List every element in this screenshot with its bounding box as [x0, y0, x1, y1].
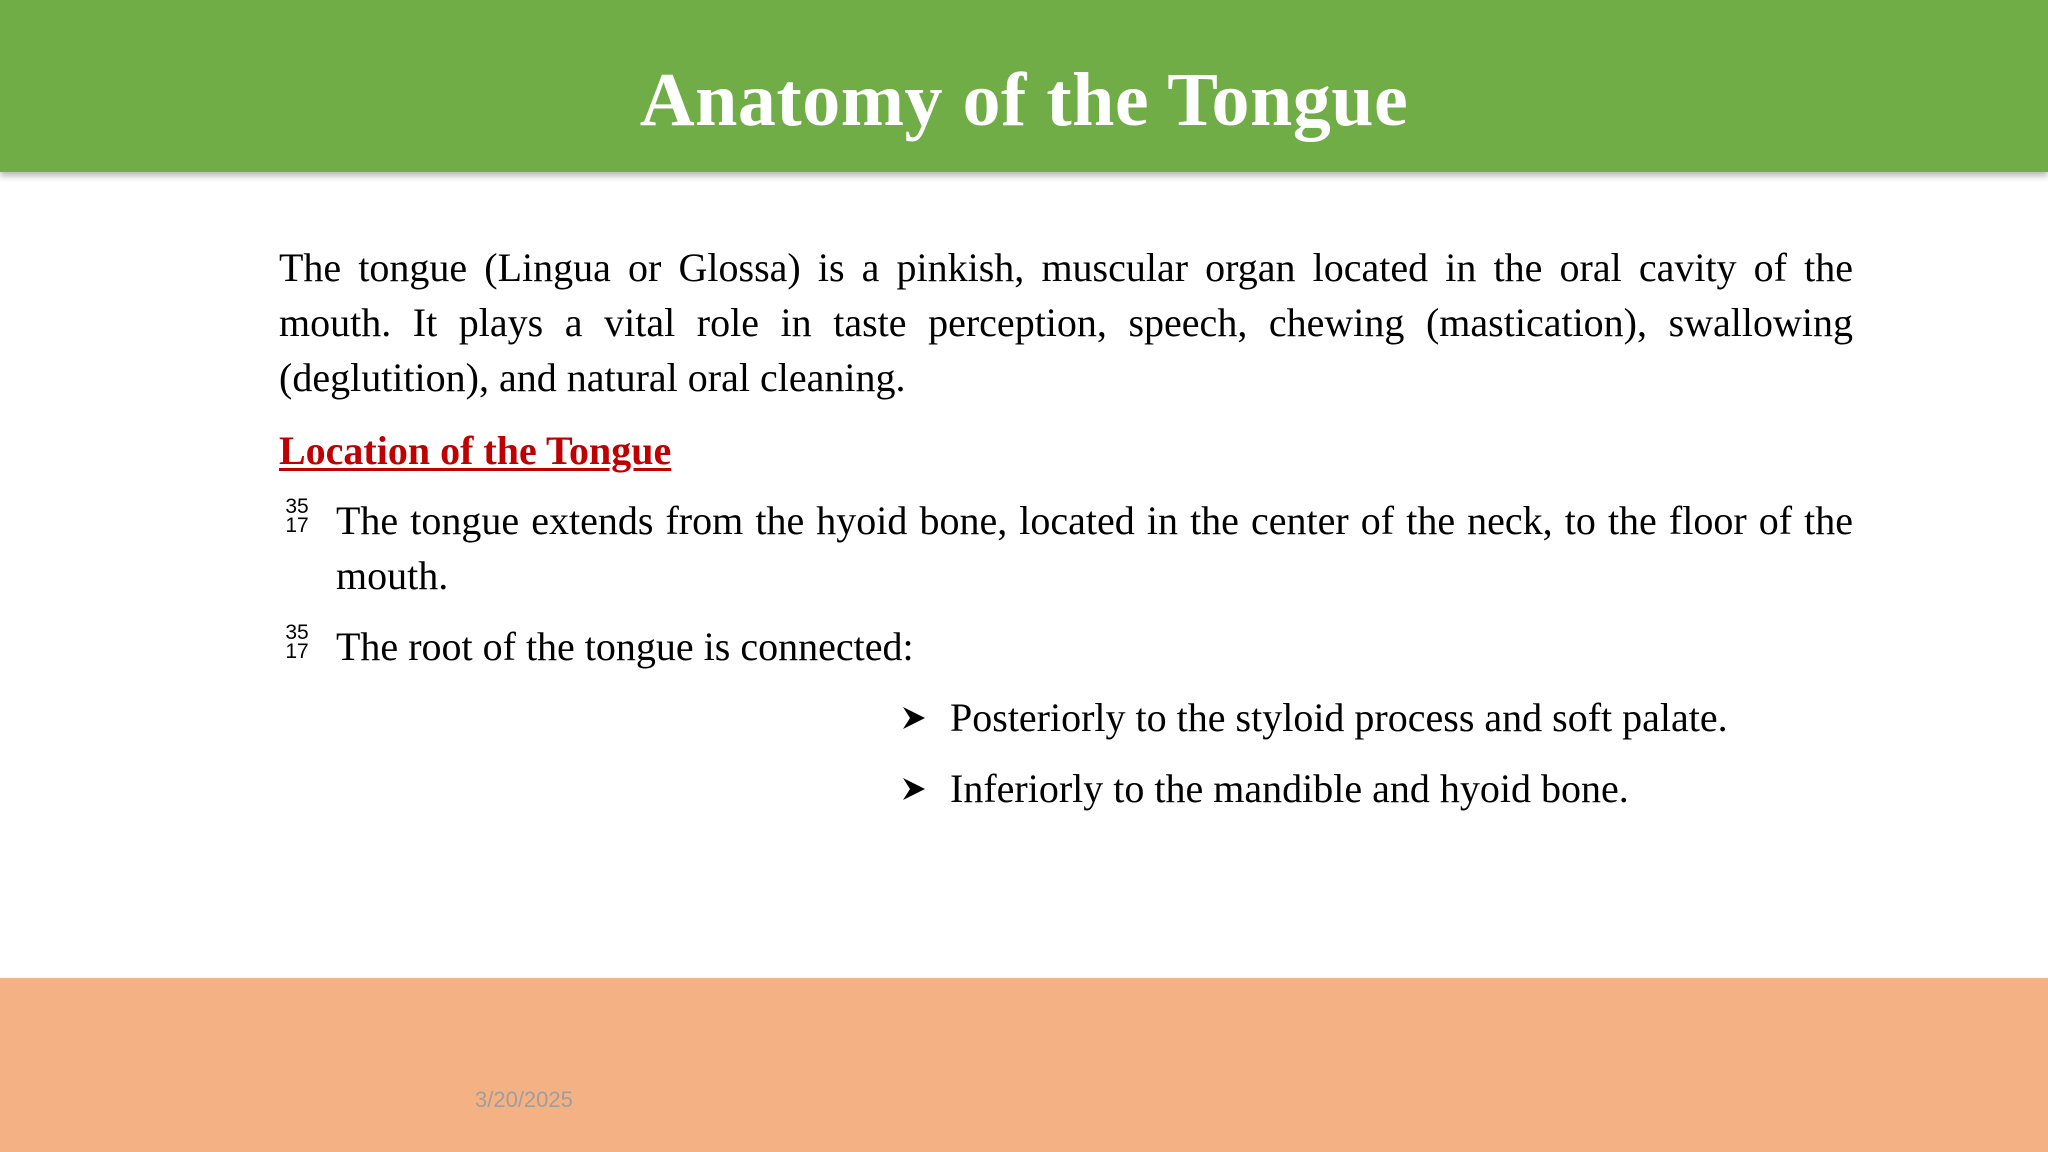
bullet-text: The tongue extends from the hyoid bone, located in the center of the neck, to the floor of the mouth.	[336, 498, 1853, 598]
arrow-bullet-icon	[901, 705, 927, 731]
arrow-bullet-icon	[901, 776, 927, 802]
bullet-marker-top: 35	[285, 621, 309, 644]
footer-band	[0, 978, 2048, 1152]
title-bar	[0, 0, 2048, 172]
bullet-marker	[279, 497, 315, 535]
sub-bullet-text: Inferiorly to the mandible and hyoid bone.	[950, 766, 1629, 811]
sub-bullet-item	[897, 761, 1897, 816]
section-heading: Location of the Tongue	[279, 428, 672, 473]
bullet-list	[279, 493, 1853, 674]
bullet-marker-bottom: 17	[285, 514, 309, 537]
bullet-item	[279, 619, 1853, 674]
sub-bullet-item	[897, 690, 1897, 745]
sub-bullet-list	[897, 690, 1897, 816]
bullet-marker-top: 35	[285, 495, 309, 518]
bullet-text: The root of the tongue is connected:	[336, 624, 914, 669]
slide-title: Anatomy of the Tongue	[639, 58, 1409, 142]
bullet-marker-bottom: 17	[285, 640, 309, 663]
bullet-item	[279, 493, 1853, 603]
intro-paragraph: The tongue (Lingua or Glossa) is a pinkish, muscular organ located in the oral cavity of the mouth. It plays a vital role in taste perception, speech, chewing (mastication), swallowing (deglutition), and natural oral cleaning.	[279, 245, 1853, 400]
slide-date: 3/20/2025	[475, 1087, 573, 1112]
slide-body	[279, 240, 1853, 832]
sub-bullet-text: Posteriorly to the styloid process and soft palate.	[950, 695, 1728, 740]
bullet-marker	[279, 623, 315, 661]
